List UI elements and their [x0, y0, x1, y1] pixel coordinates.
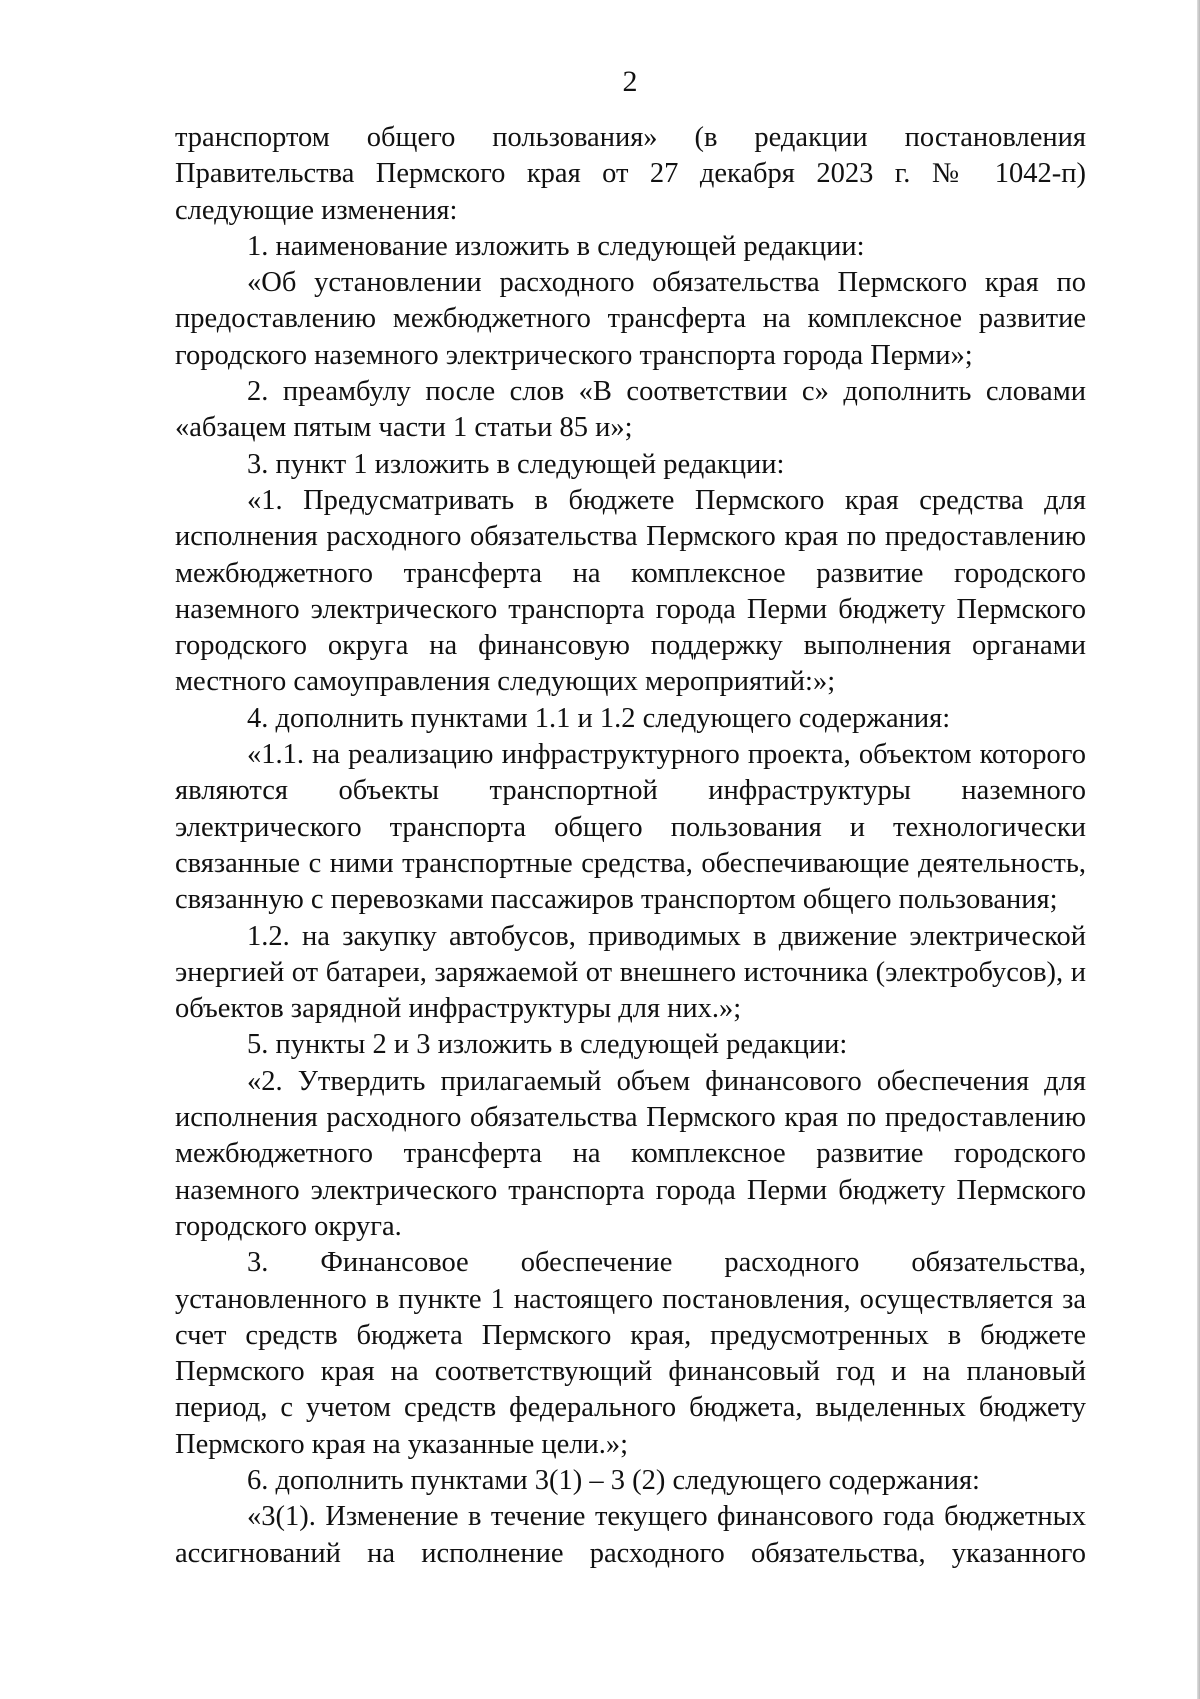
- paragraph-item-5: 5. пункты 2 и 3 изложить в следующей редакции:: [247, 1029, 848, 1061]
- paragraph-item-3: 3. пункт 1 изложить в следующей редакции:: [247, 448, 785, 480]
- paragraph-point-1-2: 1.2. на закупку автобусов, приводимых в движение электрической энергией от батареи, заряжаемой от внешнего источника (электробусов), и объектов зарядной инфраструктуры для них.»;: [175, 920, 1086, 1025]
- paragraph-quote-point-2: «2. Утвердить прилагаемый объем финансового обеспечения для исполнения расходного обязательства Пермского края по предоставлению межбюджетного трансферта на комплексное развитие городского наземного электрического транспорта города Перми бюджету Пермского городского округа.: [175, 1065, 1086, 1242]
- paragraph-item-2: 2. преамбулу после слов «В соответствии с» дополнить словами «абзацем пятым части 1 статьи 85 и»;: [175, 376, 1086, 444]
- paragraph-point-3: 3. Финансовое обеспечение расходного обязательства, установленного в пункте 1 настоящего постановления, осуществляется за счет средств бюджета Пермского края, предусмотренных в бюджете Пермского края на соответствующий финансовый год и на плановый период, с учетом средств федерального бюджета, выделенных бюджету Пермского края на указанные цели.»;: [175, 1247, 1086, 1460]
- paragraph-continuation: транспортом общего пользования» (в редакции постановления Правительства Пермского края от 27 декабря 2023 г. № 1042-п) следующие изменения:: [175, 122, 1086, 226]
- paragraph-item-6: 6. дополнить пунктами 3(1) – 3 (2) следующего содержания:: [247, 1464, 980, 1496]
- paragraph-quote-point-1-1: «1.1. на реализацию инфраструктурного проекта, объектом которого являются объекты транспортной инфраструктуры наземного электрического транспорта общего пользования и технологически связанные с ними транспортные средства, обеспечивающие деятельность, связанную с перевозками пассажиров транспортом общего пользования;: [175, 739, 1086, 916]
- paragraph-item-4: 4. дополнить пунктами 1.1 и 1.2 следующего содержания:: [247, 702, 951, 734]
- document-body: [175, 120, 1086, 1572]
- paragraph-item-1: 1. наименование изложить в следующей редакции:: [247, 230, 865, 262]
- page-number: 2: [622, 65, 638, 98]
- paragraph-quote-title: «Об установлении расходного обязательства Пермского края по предоставлению межбюджетного трансферта на комплексное развитие городского наземного электрического транспорта города Перми»;: [175, 267, 1086, 371]
- paragraph-quote-point-3-1: «3(1). Изменение в течение текущего финансового года бюджетных ассигнований на исполнение расходного обязательства, указанного: [175, 1501, 1086, 1569]
- paragraph-quote-point-1: «1. Предусматривать в бюджете Пермского края средства для исполнения расходного обязательства Пермского края по предоставлению межбюджетного трансферта на комплексное развитие городского наземного электрического транспорта города Перми бюджету Пермского городского округа на финансовую поддержку выполнения органами местного самоуправления следующих мероприятий:»;: [175, 484, 1086, 698]
